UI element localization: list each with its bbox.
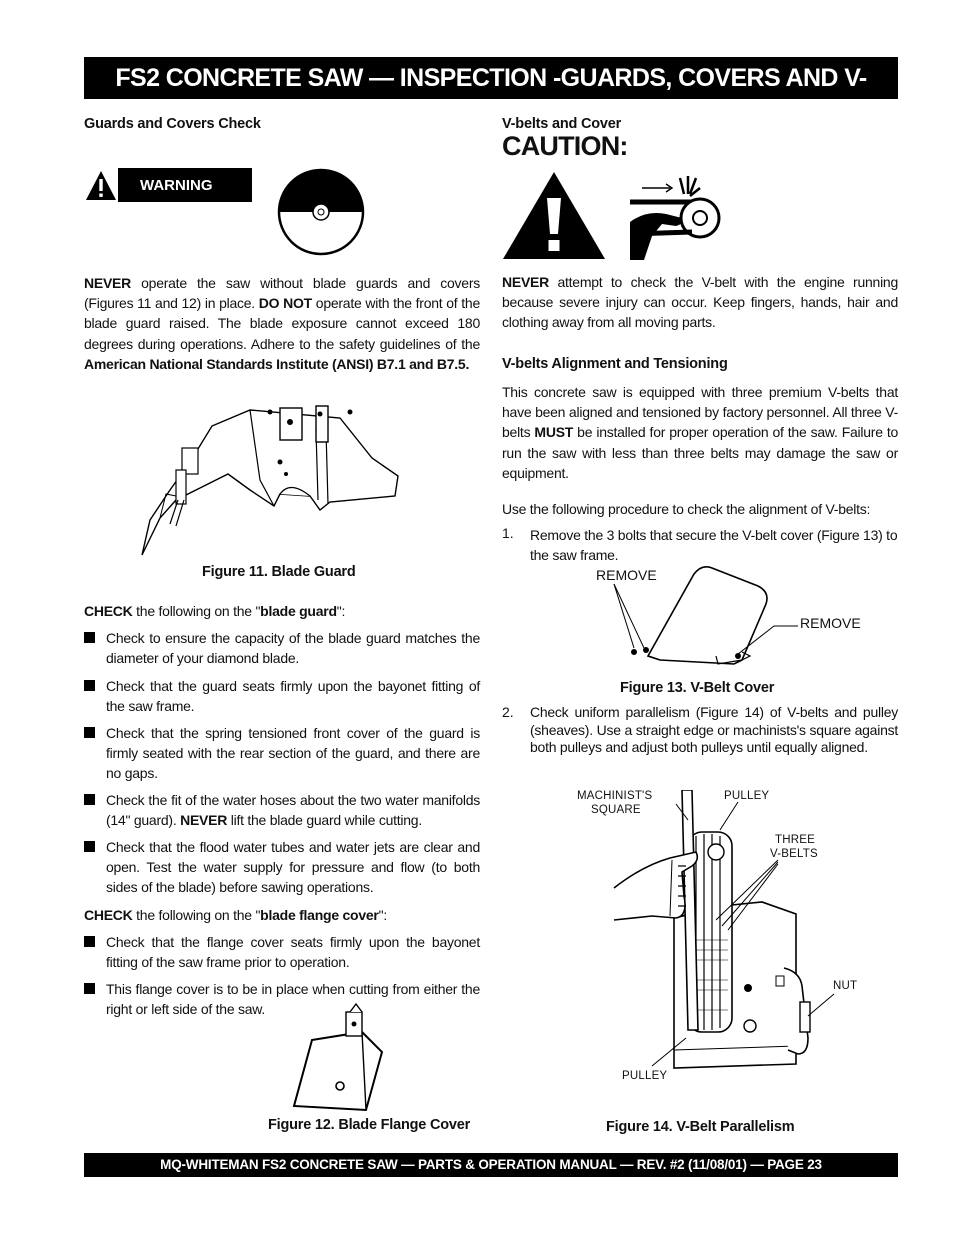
machinists-label-line1: MACHINIST'S — [577, 790, 653, 802]
figure-11-caption: Figure 11. Blade Guard — [202, 564, 356, 580]
pinch-hazard-icon — [626, 172, 722, 262]
list-item: This flange cover is to be in place when cutting from either the right or left side of the saw. — [84, 979, 480, 1019]
warning-triangle-icon — [84, 168, 118, 202]
list-item: Check to ensure the capacity of the blade guard matches the diameter of your diamond blade. — [84, 628, 480, 668]
blade-guard-icon — [277, 165, 365, 257]
list-item: Check that the flange cover seats firmly upon the bayonet fitting of the saw frame prior to operation. — [84, 932, 480, 972]
list-item: Check that the flood water tubes and water jets are clear and open. Test the water supply for pressure and flow (to both sides of the blade) before sawing operations. — [84, 837, 480, 897]
step-number: 2. — [502, 704, 514, 720]
page-footer: MQ-WHITEMAN FS2 CONCRETE SAW — PARTS & OPERATION MANUAL — REV. #2 (11/08/01) — PAGE 23 — [84, 1153, 898, 1177]
check-flange-cover-intro: CHECK the following on the "blade flange cover": — [84, 907, 387, 923]
step-1-text: Remove the 3 bolts that secure the V-belt cover (Figure 13) to the saw frame. — [530, 527, 898, 564]
nut-label: NUT — [833, 980, 858, 992]
remove-label-top: REMOVE — [596, 567, 657, 583]
step-2-text: Check uniform parallelism (Figure 14) of V-belts and pulley (sheaves). Use a straight edge or machinists's square against both pulleys and adjust both pulleys until equally aligned. — [530, 704, 898, 755]
warning-label: WARNING — [140, 177, 213, 194]
remove-label-right: REMOVE — [800, 615, 861, 631]
machinists-label-line2: SQUARE — [591, 804, 641, 816]
alignment-paragraph: This concrete saw is equipped with three premium V-belts that have been aligned and tensioned by factory personnel. All three V-belts MUST be installed for proper operation of the saw. Failure to run the saw with less than three belts may damage the saw or equipment. — [502, 384, 899, 481]
section-heading-vbelts: V-belts and Cover — [502, 116, 622, 132]
caution-triangle-icon — [502, 170, 606, 260]
figure-14-caption: Figure 14. V-Belt Parallelism — [606, 1119, 795, 1135]
pulley-bottom-label: PULLEY — [622, 1070, 668, 1082]
vbelt-parallelism-figure — [612, 790, 862, 1090]
alignment-heading: V-belts Alignment and Tensioning — [502, 356, 728, 372]
figure-12-caption: Figure 12. Blade Flange Cover — [268, 1117, 471, 1133]
vbelt-caution-paragraph: NEVER attempt to check the V-belt with the engine running because severe injury can occur. Keep fingers, hands, hair and clothing away from all moving parts. — [502, 274, 898, 331]
procedure-intro: Use the following procedure to check the alignment of V-belts: — [502, 501, 871, 517]
figure-13-caption: Figure 13. V-Belt Cover — [620, 680, 775, 696]
check-blade-guard-intro: CHECK the following on the "blade guard": — [84, 603, 346, 619]
step-number: 1. — [502, 525, 514, 541]
caution-heading: CAUTION: — [502, 131, 628, 161]
list-item: Check the fit of the water hoses about the two water manifolds (14" guard). NEVER lift the blade guard while cutting. — [84, 790, 480, 830]
section-heading-guards: Guards and Covers Check — [84, 116, 261, 132]
three-belts-label-line1: THREE — [775, 834, 815, 846]
list-item: Check that the guard seats firmly upon the bayonet fitting of the saw frame. — [84, 676, 480, 716]
flange-cover-figure — [290, 1002, 392, 1118]
guards-paragraph: NEVER operate the saw without blade guards and covers (Figures 11 and 12) in place. DO NOT operate with the front of the blade guard raised. The blade exposure cannot exceed 180 degrees during operations. Adhere to the safety guidelines of the American National Standards Institute (ANSI) B7.1 and B7.5. — [84, 275, 480, 372]
list-item: Check that the spring tensioned front cover of the guard is firmly seated with the rear section of the guard, and there are no gaps. — [84, 723, 480, 783]
pulley-top-label: PULLEY — [724, 790, 770, 802]
three-belts-label-line2: V-BELTS — [770, 848, 818, 860]
page-title: FS2 CONCRETE SAW — INSPECTION -GUARDS, COVERS AND V-BELTS — [84, 57, 898, 99]
blade-guard-figure — [140, 400, 402, 560]
